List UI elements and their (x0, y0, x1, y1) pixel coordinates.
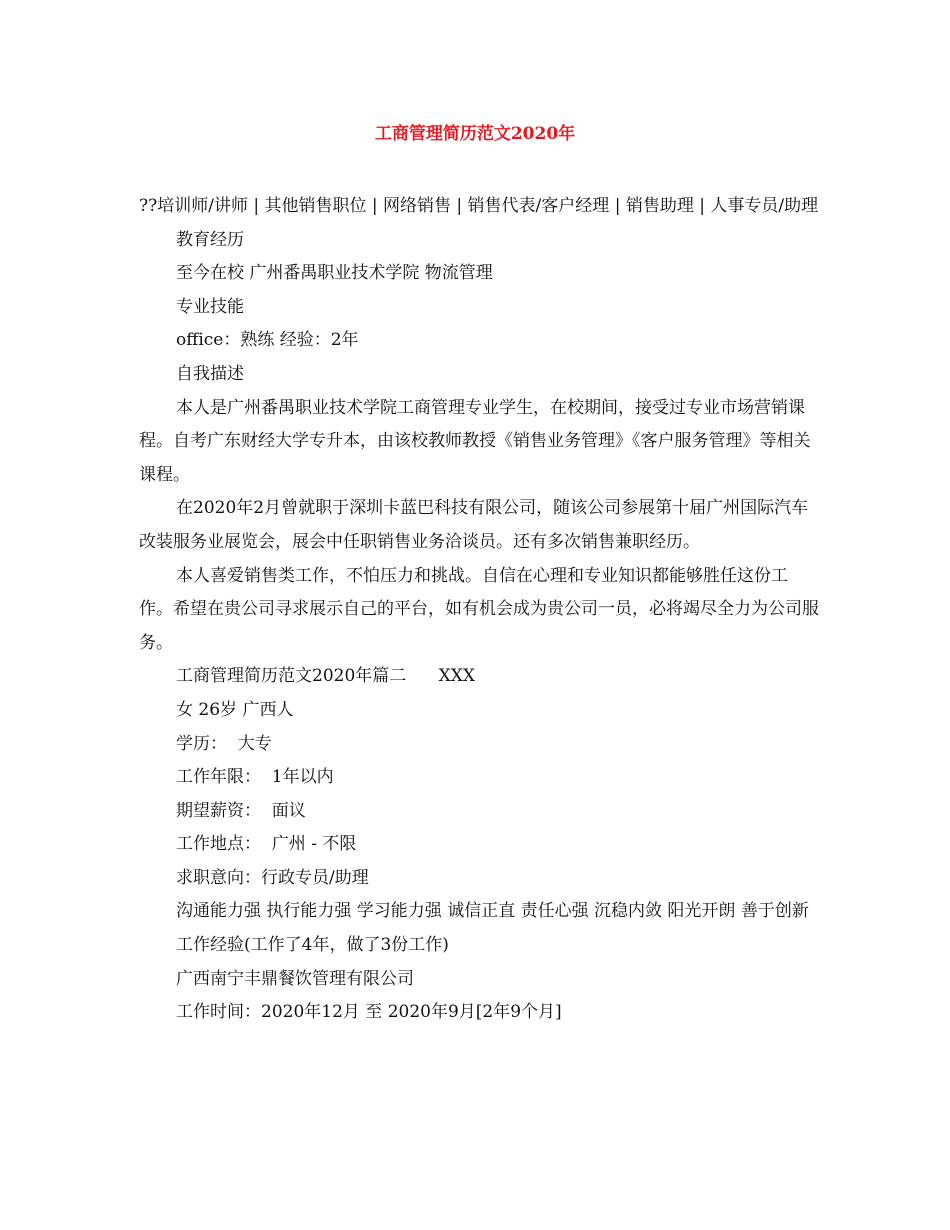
body-paragraph: 女 26岁 广西人 (176, 699, 294, 720)
body-paragraph: 工商管理简历范文2020年篇二 XXX (176, 666, 475, 687)
body-paragraph: office：熟练 经验：2年 (176, 330, 359, 351)
body-paragraph: 专业技能 (176, 296, 244, 317)
body-paragraph: 工作年限： 1年以内 (176, 767, 334, 788)
body-paragraph: 广西南宁丰鼎餐饮管理有限公司 (176, 968, 414, 989)
body-paragraph: 学历： 大专 (176, 733, 272, 754)
body-paragraph: 本人是广州番禺职业技术学院工商管理专业学生，在校期间，接受过专业市场营销课程。自考广东财经大学专升本，由该校教师教授《销售业务管理》《客户服务管理》等相关课程。 (139, 397, 811, 485)
document-title: 工商管理简历范文2020年 (374, 124, 576, 144)
body-paragraph: 教育经历 (176, 229, 244, 250)
document-body (139, 190, 819, 1030)
body-paragraph: 沟通能力强 执行能力强 学习能力强 诚信正直 责任心强 沉稳内敛 阳光开朗 善于创新 (176, 901, 809, 922)
body-paragraph: 至今在校 广州番禺职业技术学院 物流管理 (176, 263, 493, 284)
body-paragraph: 期望薪资： 面议 (176, 800, 306, 821)
body-paragraph: 工作地点： 广州 - 不限 (176, 834, 357, 855)
body-paragraph: 自我描述 (176, 363, 244, 384)
body-paragraph: 本人喜爱销售类工作，不怕压力和挑战。自信在心理和专业知识都能够胜任这份工作。希望在贵公司寻求展示自己的平台，如有机会成为贵公司一员，必将竭尽全力为公司服务。 (139, 565, 819, 653)
body-paragraph: 工作经验(工作了4年，做了3份工作) (176, 935, 449, 956)
body-paragraph: ??培训师/讲师 | 其他销售职位 | 网络销售 | 销售代表/客户经理 | 销售助理 | 人事专员/助理 (139, 196, 819, 216)
body-paragraph: 工作时间：2020年12月 至 2020年9月[2年9个月] (176, 1002, 562, 1023)
body-paragraph: 求职意向：行政专员/助理 (176, 867, 369, 888)
body-paragraph: 在2020年2月曾就职于深圳卡蓝巴科技有限公司，随该公司参展第十届广州国际汽车改装服务业展览会，展会中任职销售业务洽谈员。还有多次销售兼职经历。 (139, 498, 809, 552)
